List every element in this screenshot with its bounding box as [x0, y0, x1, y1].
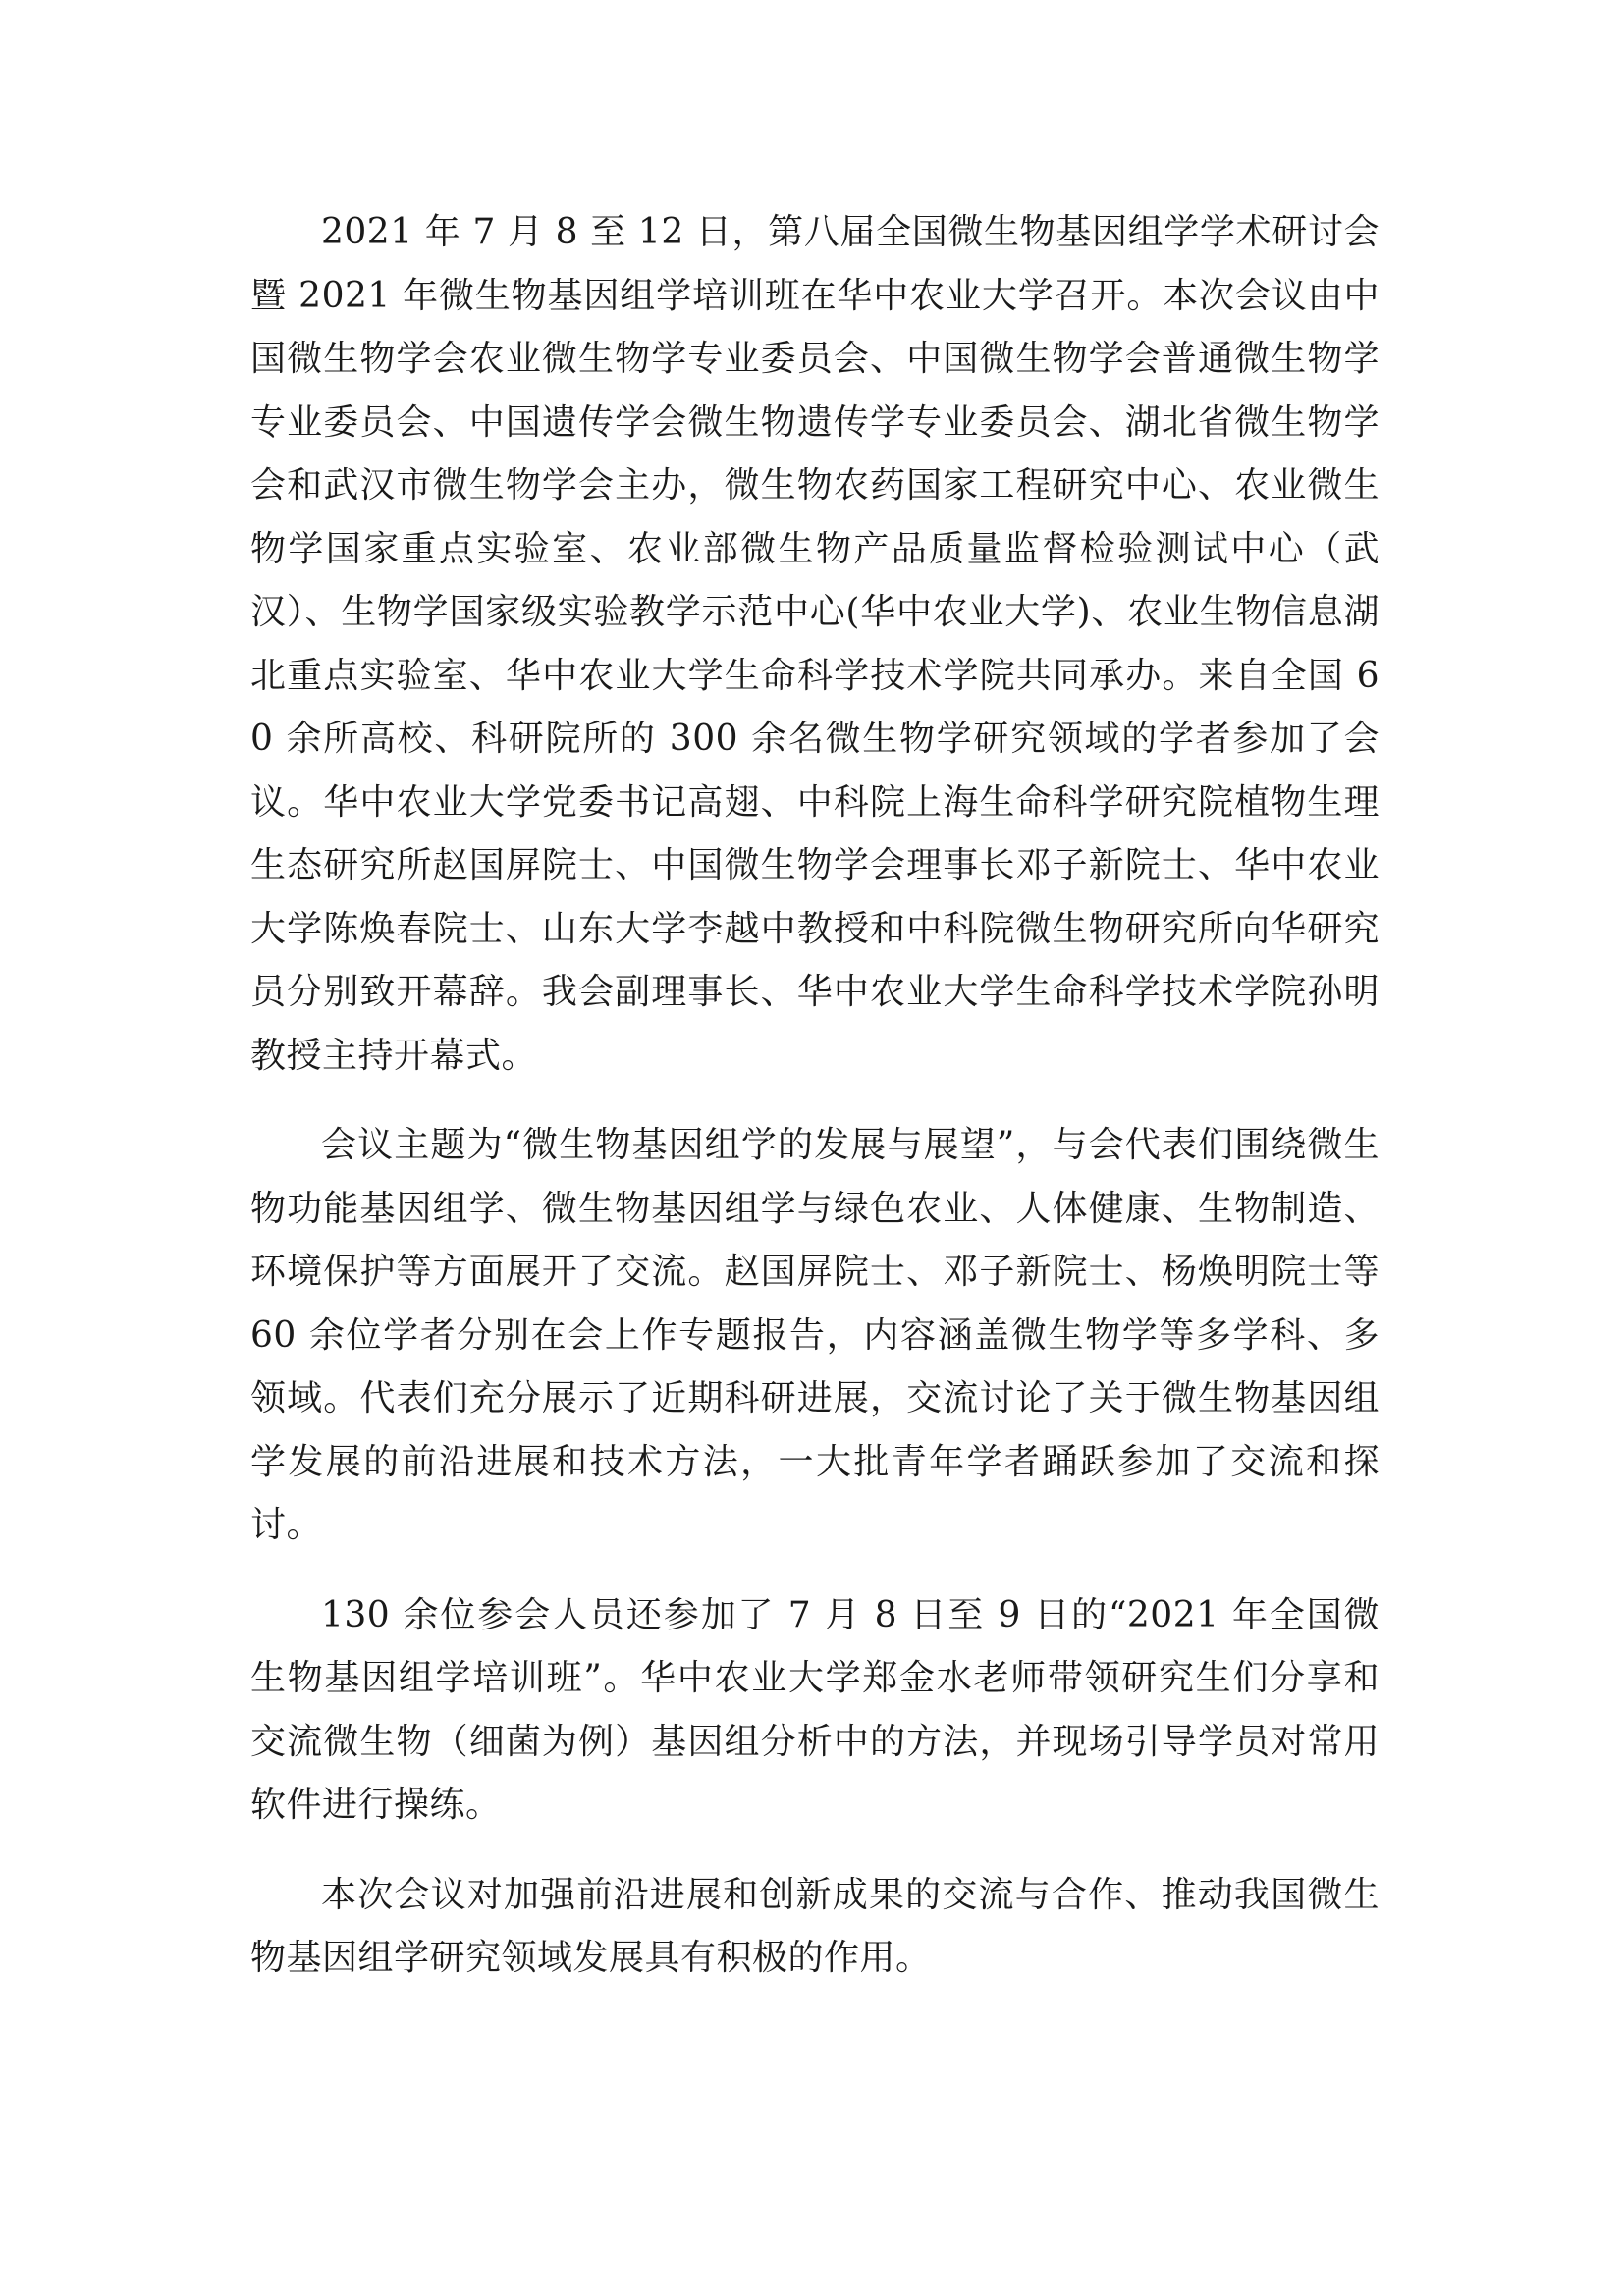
document-body: [250, 201, 1380, 1991]
paragraph-4: 本次会议对加强前沿进展和创新成果的交流与合作、推动我国微生物基因组学研究领域发展具有积极的作用。: [250, 1874, 1380, 1978]
paragraph-1: 2021 年 7 月 8 至 12 日，第八届全国微生物基因组学学术研讨会暨 2021 年微生物基因组学培训班在华中农业大学召开。本次会议由中国微生物学会农业微生物学专业委员会、中国微生物学会普通微生物学专业委员会、中国遗传学会微生物遗传学专业委员会、湖北省微生物学会和武汉市微生物学会主办，微生物农药国家工程研究中心、农业微生物学国家重点实验室、农业部微生物产品质量监督检验测试中心（武汉）、生物学国家级实验教学示范中心(华中农业大学)、农业生物信息湖北重点实验室、华中农业大学生命科学技术学院共同承办。来自全国 60 余所高校、科研院所的 300 余名微生物学研究领域的学者参加了会议。华中农业大学党委书记高翅、中科院上海生命科学研究院植物生理生态研究所赵国屏院士、中国微生物学会理事长邓子新院士、华中农业大学陈焕春院士、山东大学李越中教授和中科院微生物研究所向华研究员分别致开幕辞。我会副理事长、华中农业大学生命科学技术学院孙明教授主持开幕式。: [250, 212, 1380, 1076]
paragraph-2: 会议主题为“微生物基因组学的发展与展望”，与会代表们围绕微生物功能基因组学、微生物基因组学与绿色农业、人体健康、生物制造、环境保护等方面展开了交流。赵国屏院士、邓子新院士、杨焕明院士等 60 余位学者分别在会上作专题报告，内容涵盖微生物学等多学科、多领域。代表们充分展示了近期科研进展，交流讨论了关于微生物基因组学发展的前沿进展和技术方法，一大批青年学者踊跃参加了交流和探讨。: [250, 1125, 1380, 1545]
paragraph-3: 130 余位参会人员还参加了 7 月 8 日至 9 日的“2021 年全国微生物基因组学培训班”。华中农业大学郑金水老师带领研究生们分享和交流微生物（细菌为例）基因组分析中的方法，并现场引导学员对常用软件进行操练。: [250, 1594, 1380, 1825]
